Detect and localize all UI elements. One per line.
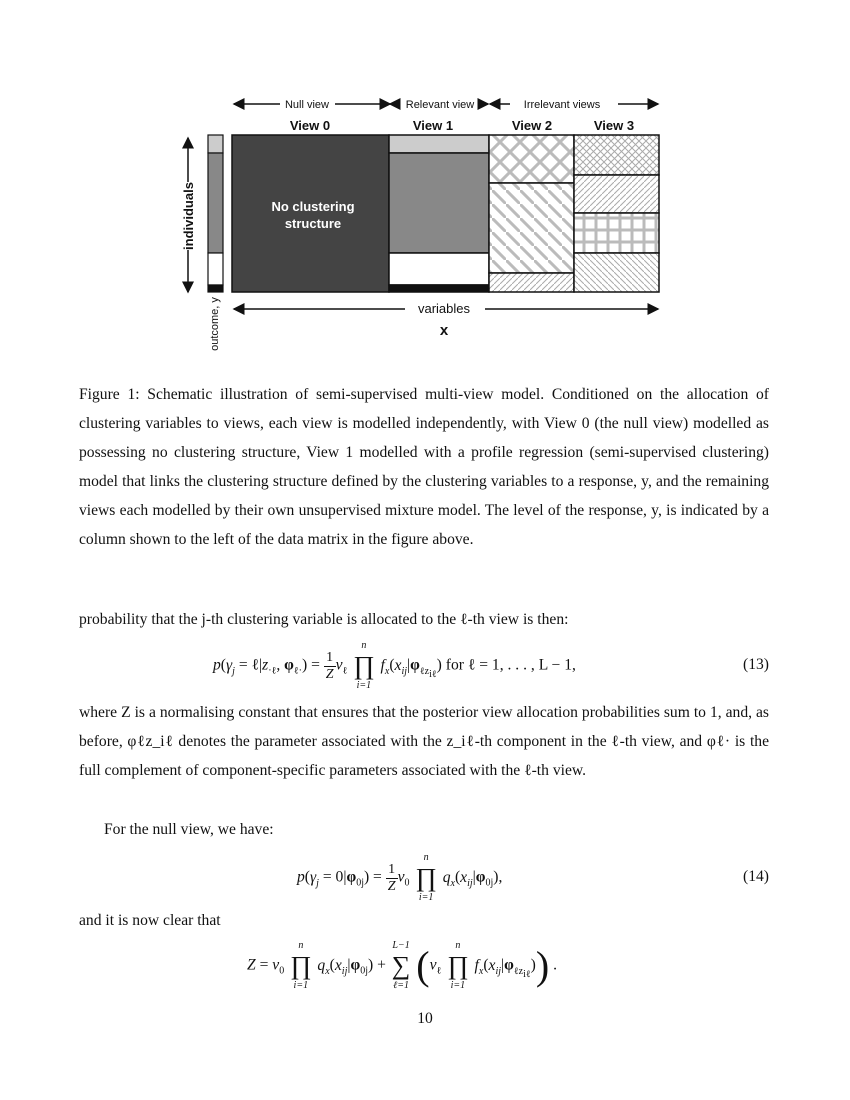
no-clustering-line1: No clustering	[271, 199, 355, 214]
equation-13-body: $p(\gamma_j$ = $\ell|z_{\cdot\ell}$, $\varphi_{\ell\cdot}$) = $\frac{1}{Z}$ $\nu_\ell$ n ∏ i=1 $f_x(x_{ij}|\varphi_{\ell z_{i\ell}})$ for ℓ = 1, . . . , L − 1,	[213, 640, 576, 691]
figure-svg	[170, 92, 680, 367]
variables-label: variables	[417, 301, 471, 316]
view1-block	[389, 135, 489, 292]
individuals-label: individuals	[181, 182, 196, 250]
figure-schematic	[170, 92, 680, 367]
view3-label: View 3	[593, 118, 635, 133]
paragraph-normalising: where Z is a normalising constant that ensures that the posterior view allocation probabilities sum to 1, and, as before, φℓz_iℓ denotes the parameter associated with the z_iℓ-th component in the ℓ-th view, and φℓ· is the full complement of component-specific parameters associated with the ℓ-th view.	[79, 704, 769, 779]
header-null-view: Null view	[284, 99, 330, 111]
header-relevant-view: Relevant view	[405, 99, 475, 111]
outcome-label: outcome, y	[209, 297, 221, 351]
paragraph-intro: probability that the j-th clustering variable is allocated to the ℓ-th view is then:	[79, 611, 569, 628]
equation-13	[79, 640, 769, 700]
header-irrelevant-views: Irrelevant views	[523, 99, 601, 111]
equation-14	[79, 852, 769, 912]
equation-z	[79, 940, 769, 1000]
paragraph-null-view: For the null view, we have:	[104, 821, 274, 838]
paragraph-clear: and it is now clear that	[79, 912, 221, 929]
equation-z-body: $Z = \nu_0$ n ∏ i=1 $q_x(x_{ij}|\varphi_{0j})$ + L−1 ∑ ℓ=1 ($\nu_\ell$ n ∏ i=1 $f_x(x_{ij}|\varphi_{\ell z_{i\ell}})$) .	[247, 940, 557, 991]
outcome-column	[208, 135, 223, 292]
page-number: 10	[417, 1010, 433, 1027]
view1-label: View 1	[412, 118, 454, 133]
equation-14-number: (14)	[743, 868, 769, 885]
equation-14-body: $p(\gamma_j = 0|\varphi_{0j})$ = $\frac{1}{Z}$ $\nu_0$ n ∏ i=1 $q_x(x_{ij}|\varphi_{0j})$,	[297, 852, 503, 903]
view2-label: View 2	[511, 118, 553, 133]
view2-block	[489, 135, 574, 292]
view0-label: View 0	[289, 118, 331, 133]
equation-13-range: for ℓ = 1, . . . , L − 1,	[445, 656, 576, 674]
no-clustering-line2: structure	[284, 216, 342, 231]
figure-caption: Figure 1: Schematic illustration of semi-supervised multi-view model. Conditioned on the allocation of clustering variables to views, each view is modelled independently, with View 0 (the null view) modelled as possessing no clustering structure, View 1 modelled with a profile regression (semi-supervised clustering) model that links the clustering structure defined by the clustering variables to a response, y, and the remaining views each modelled by their own unsupervised mixture model. The level of the response, y, is indicated by a column shown to the left of the data matrix in the figure above.	[79, 386, 769, 548]
view3-block	[574, 135, 659, 292]
x-label: x	[439, 322, 449, 339]
equation-13-number: (13)	[743, 656, 769, 673]
